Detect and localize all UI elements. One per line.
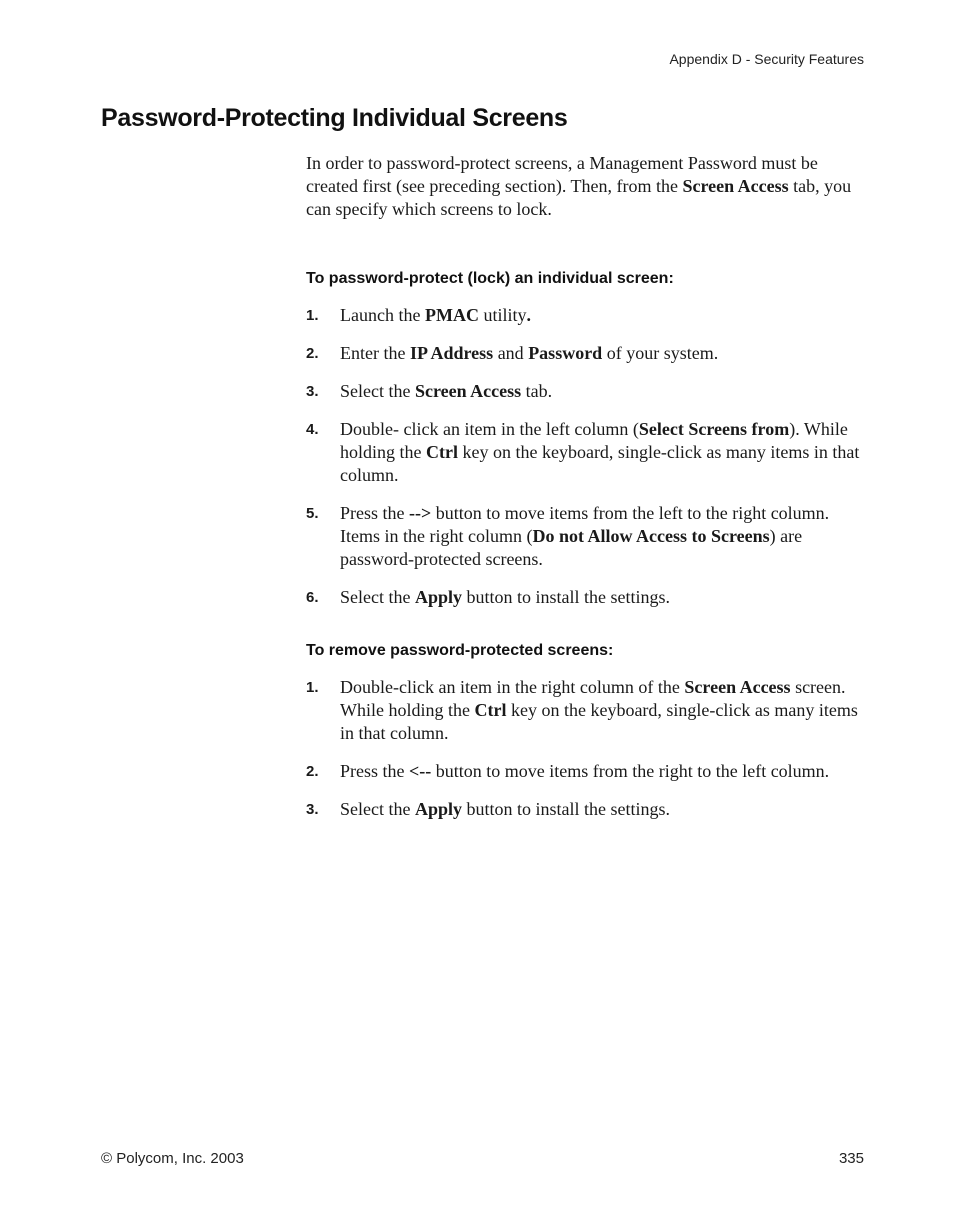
step-item	[306, 502, 868, 571]
procedure-heading-lock: To password-protect (lock) an individual screen:	[306, 270, 674, 287]
step-text: Press the --> button to move items from the left to the right column. Items in the right column (Do not Allow Access to Screens) are password-protected screens.	[340, 503, 830, 569]
step-text: Select the Apply button to install the settings.	[340, 587, 671, 607]
intro-paragraph: In order to password-protect screens, a Management Password must be created first (see preceding section). Then, from the Screen Access tab, you can specify which screens to lock.	[306, 153, 852, 219]
step-text: Press the <-- button to move items from the right to the left column.	[340, 761, 830, 781]
step-number: 5.	[306, 505, 319, 522]
step-number: 1.	[306, 679, 319, 696]
step-item	[306, 586, 868, 609]
step-text: Select the Apply button to install the settings.	[340, 799, 671, 819]
step-item	[306, 304, 868, 327]
step-number: 3.	[306, 383, 319, 400]
step-text: Double- click an item in the left column (Select Screens from). While holding the Ctrl key on the keyboard, single-click as many items in that column.	[340, 419, 860, 485]
step-item	[306, 380, 868, 403]
procedure-steps-lock	[306, 304, 868, 609]
page-number: 335	[838, 1150, 864, 1167]
step-item	[306, 676, 868, 745]
procedure-heading-remove: To remove password-protected screens:	[306, 642, 614, 659]
step-text: Select the Screen Access tab.	[340, 381, 553, 401]
step-number: 2.	[306, 763, 319, 780]
step-text: Launch the PMAC utility.	[340, 305, 531, 325]
step-number: 2.	[306, 345, 319, 362]
procedure-steps-remove	[306, 676, 868, 821]
section-content	[306, 152, 868, 836]
section-title: Password-Protecting Individual Screens	[101, 104, 568, 132]
running-header: Appendix D - Security Features	[669, 51, 864, 67]
step-item	[306, 798, 868, 821]
step-item	[306, 418, 868, 487]
step-item	[306, 760, 868, 783]
step-text: Double-click an item in the right column of the Screen Access screen. While holding the Ctrl key on the keyboard, single-click as many items in that column.	[340, 677, 858, 743]
footer-copyright: © Polycom, Inc. 2003	[101, 1150, 244, 1167]
step-item	[306, 342, 868, 365]
step-number: 1.	[306, 307, 319, 324]
step-number: 6.	[306, 589, 319, 606]
step-number: 3.	[306, 801, 319, 818]
step-number: 4.	[306, 421, 319, 438]
step-text: Enter the IP Address and Password of your system.	[340, 343, 719, 363]
